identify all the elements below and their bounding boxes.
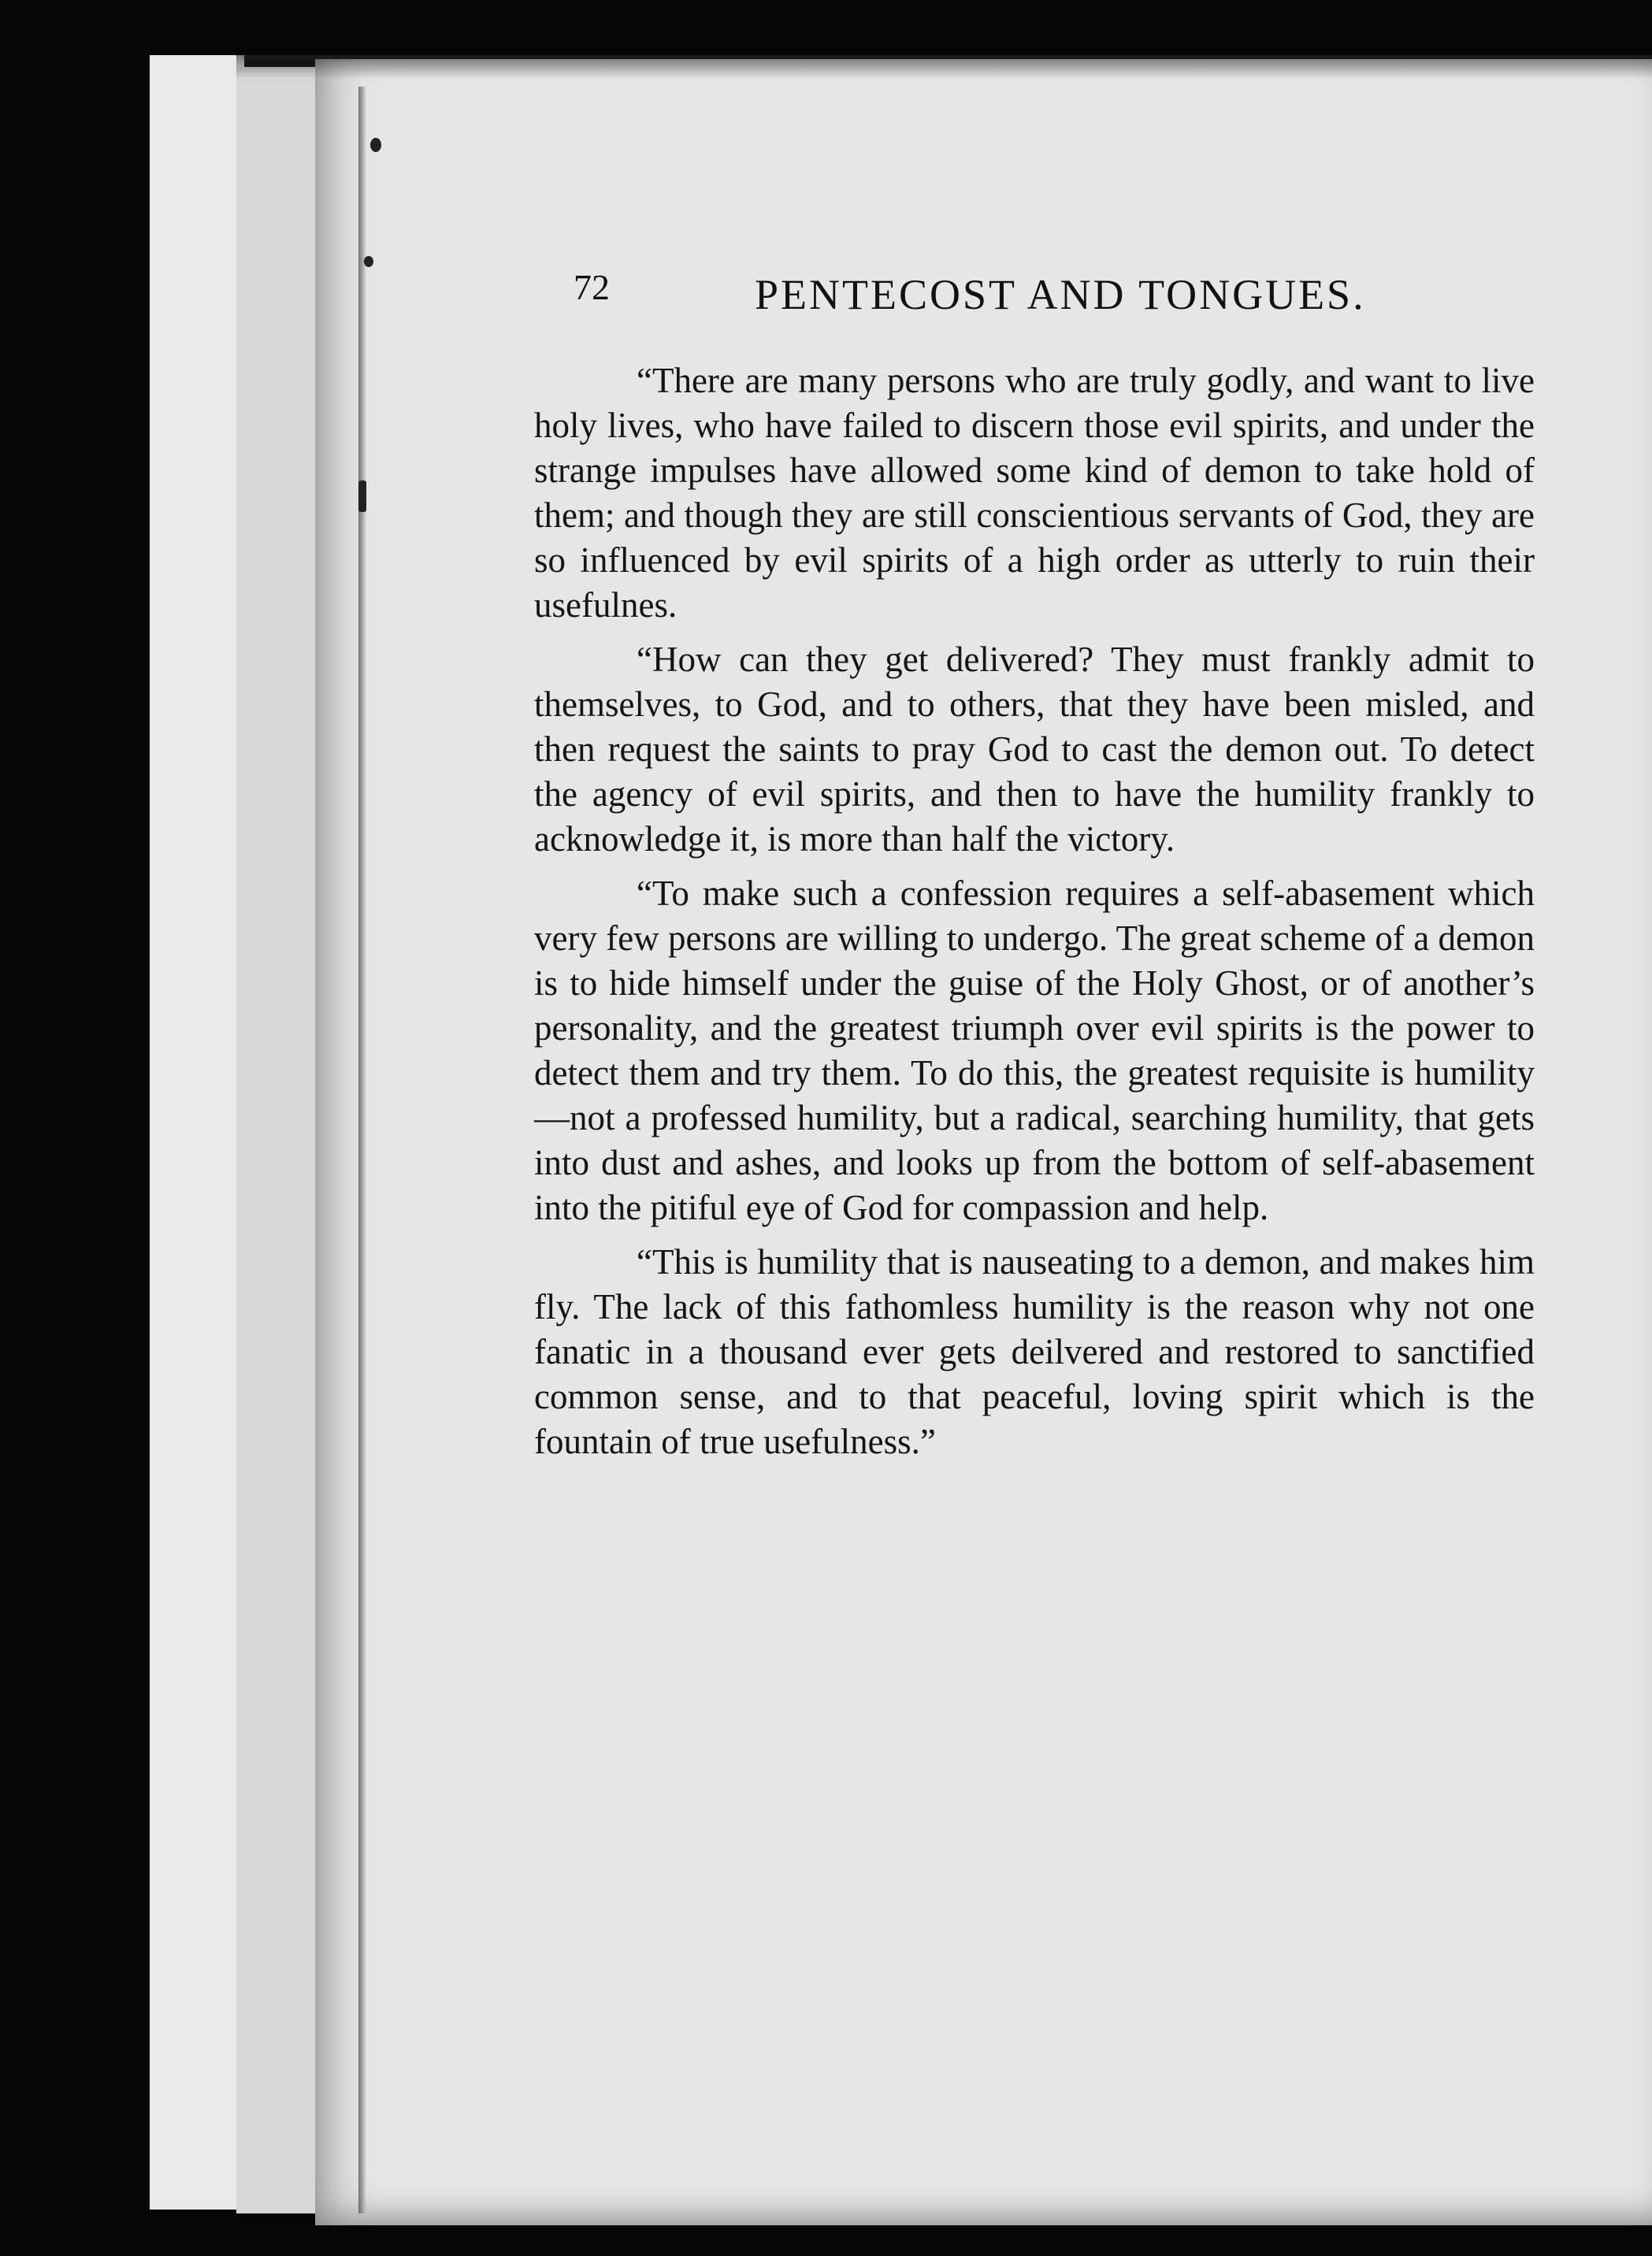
speck — [364, 256, 373, 267]
page-header — [574, 266, 1566, 329]
paragraph-2: “How can they get delivered? They must frankly admit to themselves, to God, and to others, that they have been misled, and then request the saints to pray God to cast the demon out. To detect the agency of evil spirits, and then to have the humility frankly to acknowledge it, is more than half the victory. — [534, 640, 1535, 859]
body-text — [534, 358, 1535, 1474]
speck — [370, 138, 381, 152]
speck — [358, 481, 366, 512]
page-number: 72 — [574, 267, 610, 307]
binding-gutter — [358, 87, 366, 2213]
running-title: PENTECOST AND TONGUES. — [755, 271, 1366, 318]
page-edge-back — [150, 55, 244, 2210]
paragraph-3: “To make such a confession requires a self-abasement which very few persons are willing to undergo. The great scheme of a demon is to hide himself under the guise of the Holy Ghost, or of another’s personality, and the greatest triumph over evil spirits is the power to detect them and try them. To do this, the greatest requisite is humility—not a professed humility, but a radical, searching humility, that gets into dust and ashes, and looks up from the bottom of self-abasement into the pitiful eye of God for compassion and help. — [534, 874, 1535, 1227]
top-shadow — [236, 55, 1652, 79]
paragraph-4: “This is humility that is nauseating to a demon, and makes him fly. The lack of this fathomless humility is the reason why not one fanatic in a thousand ever gets deilvered and restored to sanctified common sense, and to that peaceful, loving spirit which is the fountain of true usefulness.” — [534, 1242, 1535, 1461]
paragraph-1: “There are many persons who are truly godly, and want to live holy lives, who have failed to discern those evil spirits, and under the strange impulses have allowed some kind of demon to take hold of them; and though they are still conscientious servants of God, they are so influenced by evil spirits of a high order as utterly to ruin their usefulnes. — [534, 361, 1535, 625]
